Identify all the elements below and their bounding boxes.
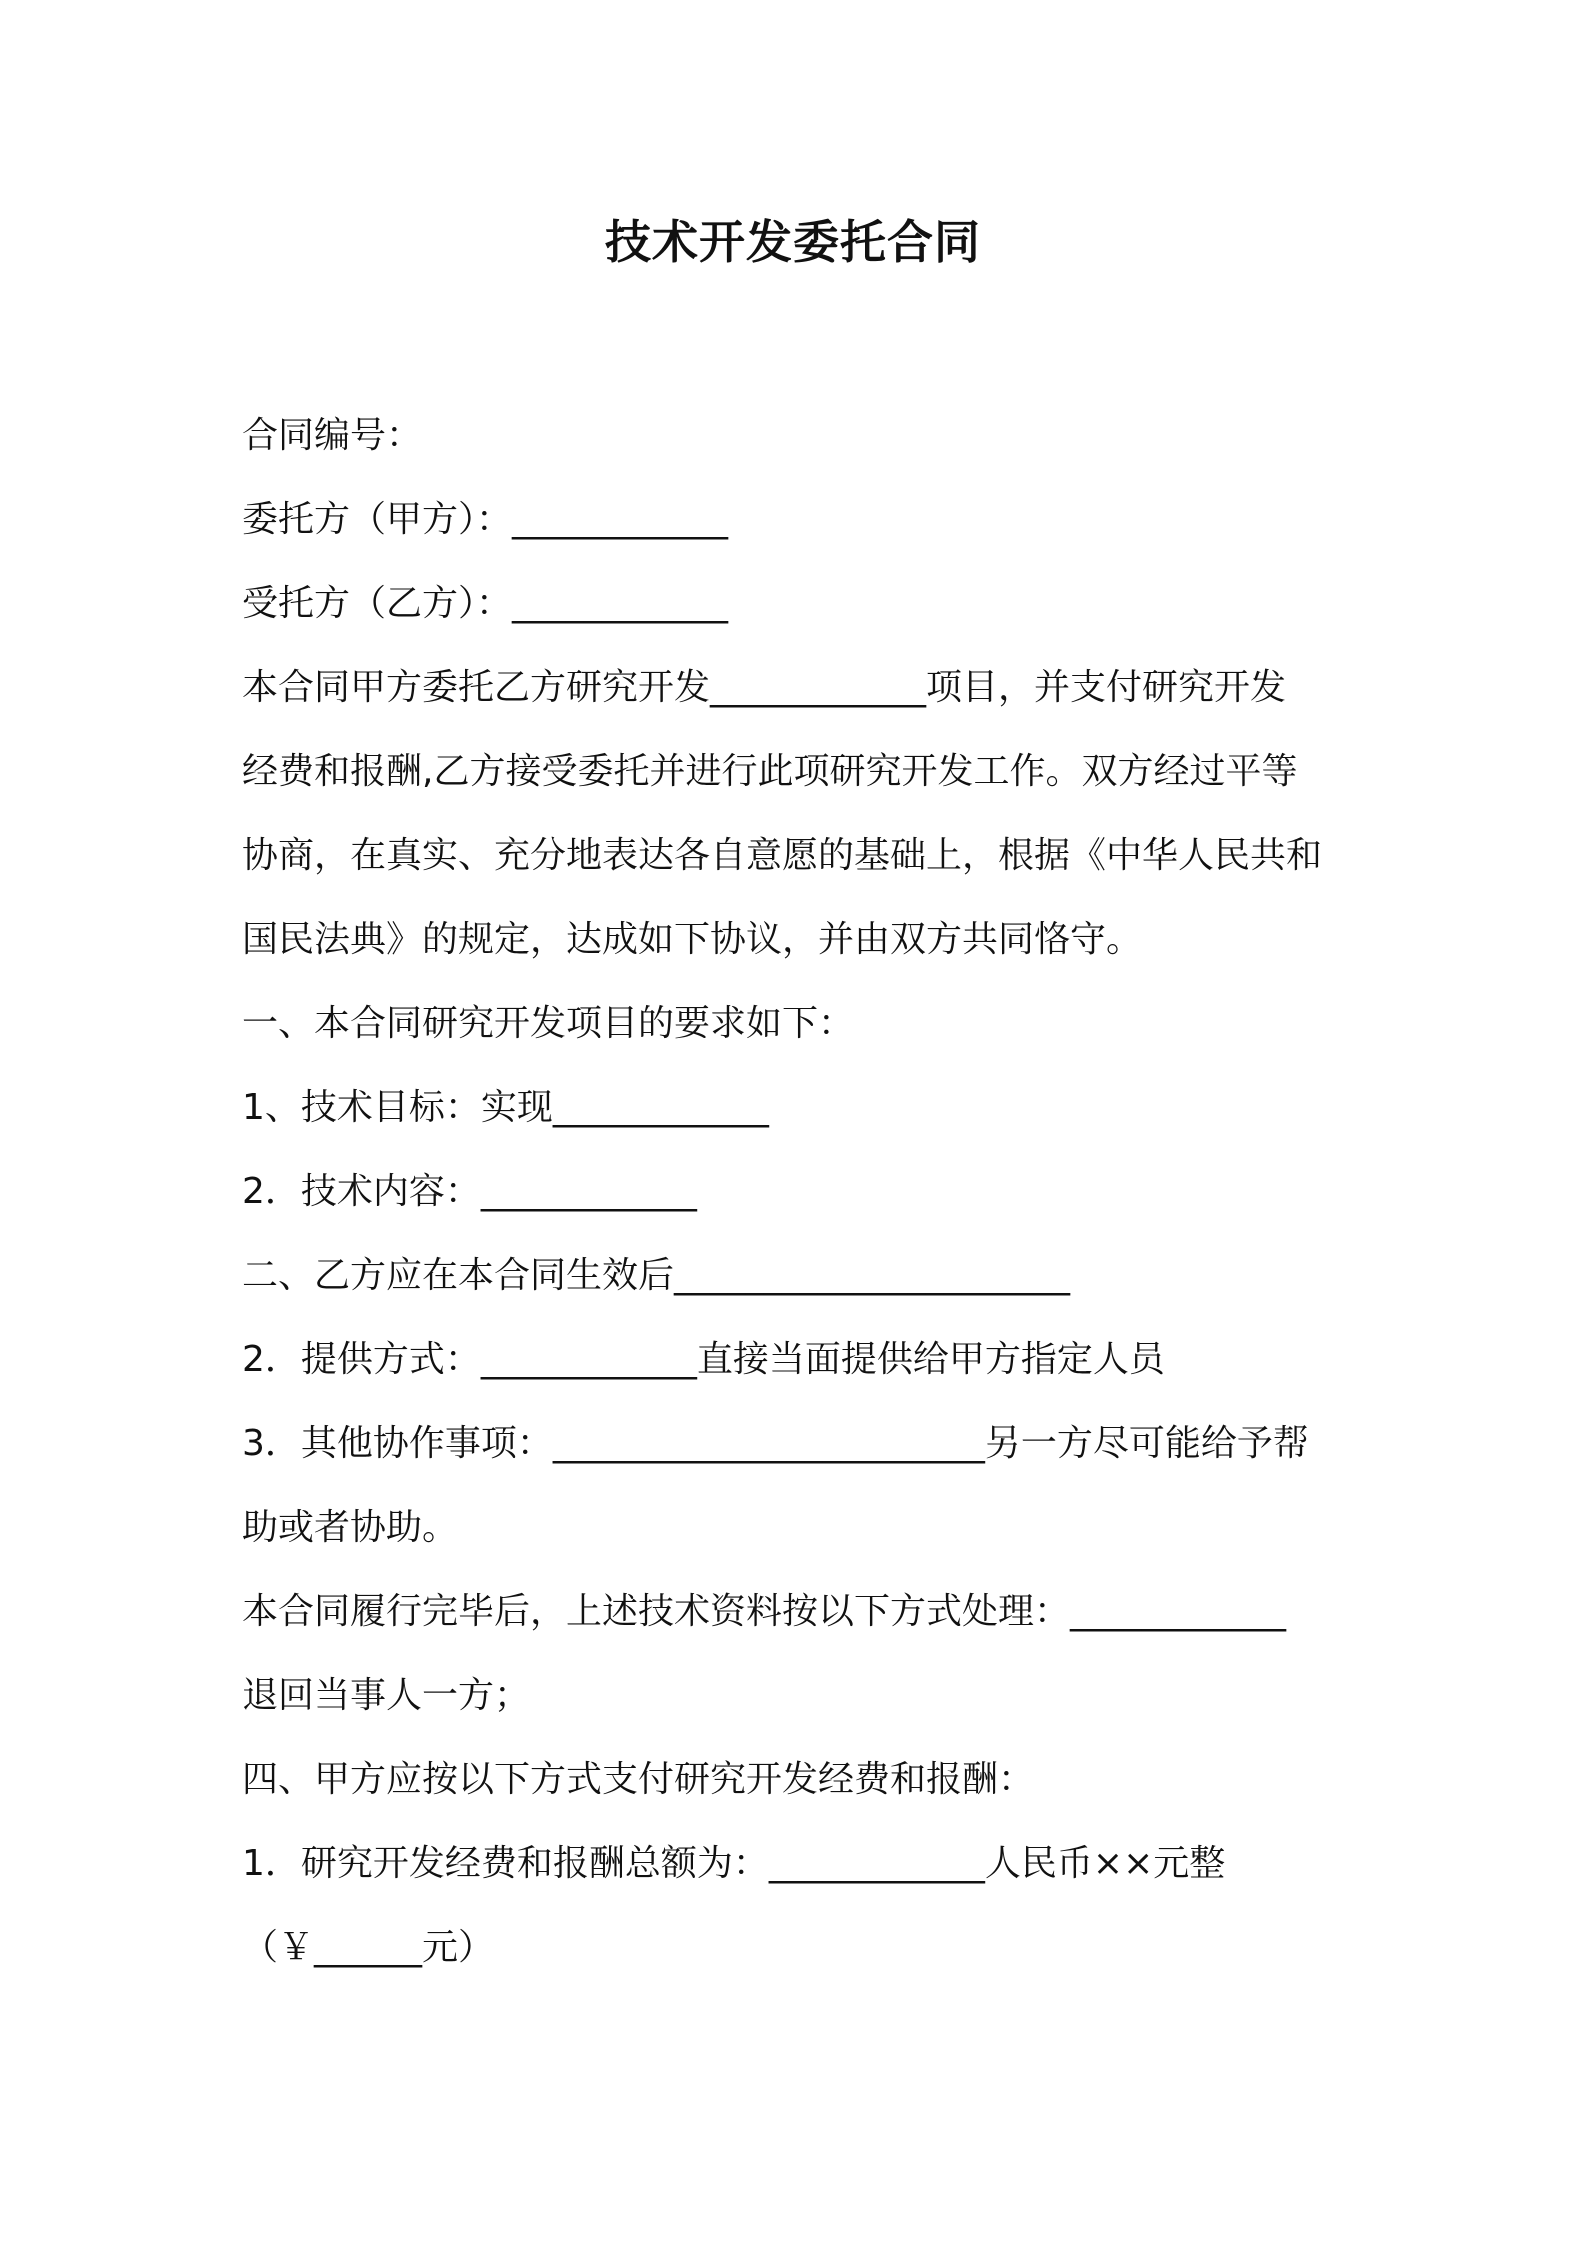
delivery-method-line: 2．提供方式：____________直接当面提供给甲方指定人员	[242, 1339, 1165, 1380]
technical-content-line: 2．技术内容：____________	[242, 1171, 697, 1212]
section-two-heading: 二、乙方应在本合同生效后______________________	[242, 1255, 1071, 1296]
section-one-heading: 一、本合同研究开发项目的要求如下：	[242, 1003, 855, 1044]
preamble-line-1: 本合同甲方委托乙方研究开发____________项目，并支付研究开发	[242, 667, 1287, 708]
data-handling-line-2: 退回当事人一方；	[242, 1675, 531, 1716]
technical-goal-line: 1、技术目标：实现____________	[242, 1087, 769, 1128]
preamble-line-4: 国民法典》的规定，达成如下协议，并由双方共同恪守。	[242, 919, 1143, 960]
preamble-line-2: 经费和报酬,乙方接受委托并进行此项研究开发工作。双方经过平等	[242, 751, 1298, 792]
other-matters-line-1: 3．其他协作事项：________________________另一方尽可能给予帮	[242, 1423, 1309, 1464]
party-a-line: 委托方（甲方）：____________	[242, 499, 729, 540]
document-title: 技术开发委托合同	[605, 215, 981, 269]
payment-total-line: 1．研究开发经费和报酬总额为：____________人民币××元整	[242, 1843, 1226, 1884]
party-b-line: 受托方（乙方）：____________	[242, 583, 729, 624]
payment-amount-line: （￥______元）	[242, 1927, 495, 1968]
other-matters-line-2: 助或者协助。	[242, 1507, 459, 1548]
data-handling-line-1: 本合同履行完毕后，上述技术资料按以下方式处理：____________	[242, 1591, 1287, 1632]
preamble-line-3: 协商，在真实、充分地表达各自意愿的基础上，根据《中华人民共和	[242, 835, 1323, 876]
contract-number-line: 合同编号：	[242, 415, 423, 456]
section-four-heading: 四、甲方应按以下方式支付研究开发经费和报酬：	[242, 1759, 1035, 1800]
